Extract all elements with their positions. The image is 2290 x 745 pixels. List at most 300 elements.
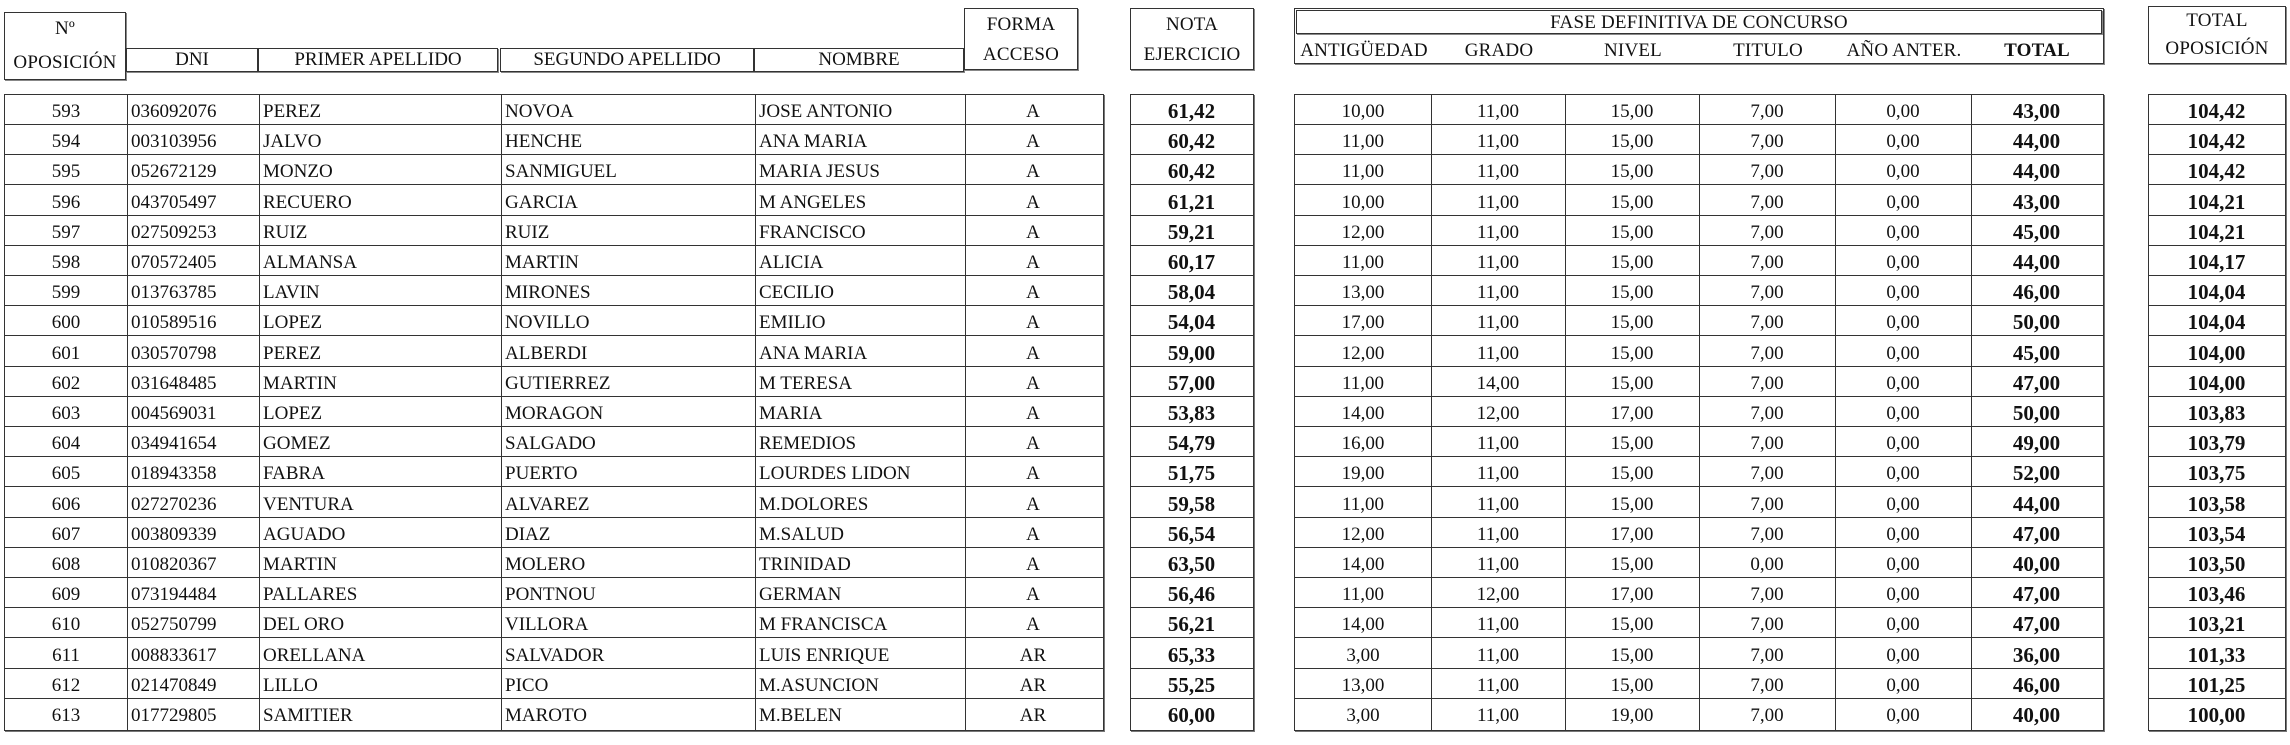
row-total: 47,00: [2012, 612, 2061, 637]
row-primer-apellido: DEL ORO: [263, 614, 345, 636]
table-row: [2149, 639, 2285, 669]
row-ano-anter: 0,00: [1886, 372, 1920, 394]
row-dni: 030570798: [131, 342, 217, 364]
header-titulo: TITULO: [1733, 40, 1803, 61]
table-row: [1131, 488, 1253, 518]
row-nivel: 19,00: [1610, 705, 1654, 726]
row-nivel: 15,00: [1610, 191, 1654, 213]
row-segundo-apellido: PONTNOU: [505, 584, 596, 606]
table-row: [1131, 608, 1253, 638]
row-forma-acceso: A: [1026, 342, 1040, 364]
row-nota: 63,50: [1167, 552, 1216, 576]
table-row: [2149, 246, 2285, 276]
row-antiguedad: 14,00: [1341, 614, 1385, 636]
table-row: [1295, 246, 2103, 276]
row-total-oposicion: 104,42: [2187, 159, 2246, 184]
row-grado: 11,00: [1476, 342, 1520, 364]
row-ano-anter: 0,00: [1886, 644, 1920, 666]
table-row: [2149, 306, 2285, 336]
row-forma-acceso: AR: [1019, 644, 1047, 666]
row-forma-acceso: A: [1026, 372, 1040, 394]
table-row: [1131, 95, 1253, 125]
row-nombre: REMEDIOS: [759, 433, 857, 455]
row-total: 47,00: [2012, 370, 2061, 395]
table-row: [1131, 306, 1253, 336]
row-segundo-apellido: NOVOA: [505, 101, 574, 122]
row-num: 601: [51, 342, 81, 364]
row-primer-apellido: AGUADO: [263, 523, 346, 545]
row-num: 613: [51, 705, 81, 726]
row-forma-acceso: A: [1026, 433, 1040, 455]
table-row: [1295, 608, 2103, 638]
row-total-oposicion: 104,17: [2187, 250, 2246, 274]
row-antiguedad: 11,00: [1341, 493, 1385, 515]
row-nombre: JOSE ANTONIO: [759, 101, 893, 122]
row-antiguedad: 13,00: [1341, 282, 1385, 304]
row-titulo: 7,00: [1750, 614, 1784, 636]
row-grado: 11,00: [1476, 674, 1520, 696]
row-nota: 60,17: [1167, 250, 1216, 274]
table-row: [1295, 457, 2103, 487]
table-row: [5, 548, 1103, 578]
row-ano-anter: 0,00: [1886, 523, 1920, 545]
row-total-oposicion: 103,54: [2187, 521, 2246, 546]
header-total-oposicion: OPOSICIÓN: [2165, 38, 2269, 59]
row-dni: 031648485: [131, 372, 217, 394]
row-antiguedad: 13,00: [1341, 674, 1385, 696]
row-primer-apellido: MONZO: [263, 161, 333, 183]
row-ano-anter: 0,00: [1886, 191, 1920, 213]
row-num: 610: [51, 614, 81, 636]
row-ano-anter: 0,00: [1886, 221, 1920, 243]
total-oposicion-table: [2148, 94, 2286, 731]
row-segundo-apellido: HENCHE: [505, 131, 583, 153]
row-dni: 003809339: [131, 523, 217, 545]
header-grado: GRADO: [1464, 40, 1534, 61]
row-num: 595: [51, 161, 81, 183]
row-segundo-apellido: ALVAREZ: [505, 493, 590, 515]
row-nombre: M.SALUD: [759, 523, 844, 545]
table-row: [1131, 548, 1253, 578]
header-antiguedad: ANTIGÜEDAD: [1300, 40, 1428, 61]
row-nota: 55,25: [1167, 672, 1216, 697]
table-row: [1131, 186, 1253, 216]
row-grado: 11,00: [1476, 282, 1520, 304]
row-titulo: 7,00: [1750, 161, 1784, 183]
row-nota: 59,58: [1167, 491, 1216, 516]
row-dni: 017729805: [131, 705, 217, 726]
header-nombre: NOMBRE: [754, 48, 964, 72]
row-dni: 043705497: [131, 191, 217, 213]
row-grado: 11,00: [1476, 312, 1520, 334]
row-segundo-apellido: NOVILLO: [505, 312, 590, 334]
row-nombre: M.BELEN: [759, 705, 842, 726]
row-titulo: 7,00: [1750, 101, 1784, 122]
row-nota: 54,04: [1167, 310, 1216, 335]
row-forma-acceso: A: [1026, 403, 1040, 424]
row-nota: 60,42: [1167, 129, 1216, 154]
table-row: [5, 669, 1103, 699]
row-segundo-apellido: PICO: [505, 674, 549, 696]
row-nivel: 17,00: [1610, 403, 1654, 424]
row-antiguedad: 3,00: [1346, 644, 1380, 666]
table-row: [2149, 155, 2285, 185]
row-num: 607: [51, 523, 81, 545]
row-grado: 11,00: [1476, 433, 1520, 455]
row-dni: 004569031: [131, 403, 217, 424]
row-segundo-apellido: PUERTO: [505, 463, 578, 485]
row-titulo: 7,00: [1750, 644, 1784, 666]
row-forma-acceso: A: [1026, 614, 1040, 636]
row-segundo-apellido: GUTIERREZ: [505, 372, 611, 394]
row-forma-acceso: A: [1026, 221, 1040, 243]
row-total-oposicion: 101,33: [2187, 642, 2246, 667]
row-ano-anter: 0,00: [1886, 312, 1920, 334]
nota-table: [1130, 94, 1254, 731]
row-grado: 11,00: [1476, 705, 1520, 726]
row-ano-anter: 0,00: [1886, 614, 1920, 636]
row-primer-apellido: ALMANSA: [263, 252, 357, 273]
table-row: [1295, 397, 2103, 427]
row-dni: 010820367: [131, 554, 217, 575]
row-total-oposicion: 103,75: [2187, 461, 2246, 486]
row-nombre: TRINIDAD: [759, 554, 851, 575]
row-grado: 11,00: [1476, 191, 1520, 213]
row-nota: 61,21: [1167, 189, 1216, 214]
row-total: 36,00: [2012, 642, 2061, 667]
table-row: [2149, 427, 2285, 457]
row-antiguedad: 19,00: [1341, 463, 1385, 485]
table-row: [1131, 276, 1253, 306]
table-row: [1131, 518, 1253, 548]
table-row: [5, 518, 1103, 548]
row-num: 609: [51, 584, 81, 606]
row-segundo-apellido: DIAZ: [505, 523, 551, 545]
header-primer-apellido: PRIMER APELLIDO: [258, 48, 498, 72]
row-nivel: 15,00: [1610, 101, 1654, 122]
row-dni: 008833617: [131, 644, 217, 666]
row-forma-acceso: A: [1026, 282, 1040, 304]
row-forma-acceso: A: [1026, 312, 1040, 334]
row-primer-apellido: PEREZ: [263, 101, 322, 122]
row-num: 597: [51, 221, 81, 243]
row-forma-acceso: A: [1026, 161, 1040, 183]
row-titulo: 7,00: [1750, 403, 1784, 424]
row-total-oposicion: 103,58: [2187, 491, 2246, 516]
row-total: 50,00: [2012, 310, 2061, 335]
row-ano-anter: 0,00: [1886, 584, 1920, 606]
header-n-label: Nº: [54, 18, 75, 39]
table-row: [1131, 397, 1253, 427]
row-titulo: 0,00: [1750, 554, 1784, 575]
table-row: [2149, 186, 2285, 216]
row-total: 44,00: [2012, 491, 2061, 516]
row-segundo-apellido: MAROTO: [505, 705, 587, 726]
row-nivel: 15,00: [1610, 674, 1654, 696]
row-nivel: 15,00: [1610, 221, 1654, 243]
row-total-oposicion: 103,79: [2187, 431, 2246, 456]
row-titulo: 7,00: [1750, 282, 1784, 304]
row-nombre: ALICIA: [759, 252, 824, 273]
row-num: 611: [52, 644, 80, 666]
row-total-oposicion: 104,21: [2187, 189, 2246, 214]
row-dni: 010589516: [131, 312, 217, 334]
table-row: [1295, 669, 2103, 699]
row-antiguedad: 11,00: [1341, 252, 1385, 273]
row-forma-acceso: A: [1026, 554, 1040, 575]
table-row: [2149, 125, 2285, 155]
row-grado: 11,00: [1476, 101, 1520, 122]
row-nombre: M FRANCISCA: [759, 614, 888, 636]
row-primer-apellido: FABRA: [263, 463, 325, 485]
row-nombre: M ANGELES: [759, 191, 867, 213]
header-ano-anter: AÑO ANTER.: [1846, 40, 1962, 61]
table-row: [5, 367, 1103, 397]
row-num: 603: [51, 403, 81, 424]
row-segundo-apellido: MIRONES: [505, 282, 591, 304]
row-dni: 052672129: [131, 161, 217, 183]
row-titulo: 7,00: [1750, 252, 1784, 273]
row-num: 606: [51, 493, 81, 515]
row-num: 593: [51, 101, 81, 122]
table-row: [1295, 548, 2103, 578]
row-grado: 11,00: [1476, 523, 1520, 545]
table-row: [1131, 125, 1253, 155]
table-row: [5, 186, 1103, 216]
row-forma-acceso: A: [1026, 252, 1040, 273]
row-num: 594: [51, 131, 81, 153]
row-nombre: MARIA: [759, 403, 823, 424]
row-nivel: 15,00: [1610, 282, 1654, 304]
row-total: 45,00: [2012, 340, 2061, 365]
row-dni: 052750799: [131, 614, 217, 636]
row-titulo: 7,00: [1750, 674, 1784, 696]
row-nombre: LUIS ENRIQUE: [759, 644, 890, 666]
header-oposicion-label: OPOSICIÓN: [13, 52, 117, 73]
row-nivel: 15,00: [1610, 644, 1654, 666]
row-titulo: 7,00: [1750, 463, 1784, 485]
row-titulo: 7,00: [1750, 342, 1784, 364]
row-nombre: FRANCISCO: [759, 221, 866, 243]
row-dni: 027270236: [131, 493, 217, 515]
row-total-oposicion: 103,21: [2187, 612, 2246, 637]
row-total: 47,00: [2012, 521, 2061, 546]
table-row: [2149, 276, 2285, 306]
row-nota: 53,83: [1167, 401, 1216, 425]
row-nombre: CECILIO: [759, 282, 834, 304]
table-row: [5, 337, 1103, 367]
table-row: [5, 639, 1103, 669]
table-row: [2149, 699, 2285, 729]
row-total-oposicion: 104,00: [2187, 370, 2246, 395]
row-nota: 58,04: [1167, 280, 1216, 305]
row-total: 43,00: [2012, 99, 2061, 123]
table-row: [1131, 578, 1253, 608]
row-ano-anter: 0,00: [1886, 101, 1920, 122]
row-num: 596: [51, 191, 81, 213]
row-segundo-apellido: MARTIN: [505, 252, 579, 273]
row-primer-apellido: SAMITIER: [263, 705, 353, 726]
header-dni: DNI: [126, 48, 258, 72]
table-row: [5, 488, 1103, 518]
row-total: 44,00: [2012, 129, 2061, 154]
row-grado: 11,00: [1476, 221, 1520, 243]
row-primer-apellido: MARTIN: [263, 554, 337, 575]
table-row: [1295, 367, 2103, 397]
row-num: 605: [51, 463, 81, 485]
row-primer-apellido: LILLO: [263, 674, 318, 696]
fase-table: [1294, 94, 2104, 731]
table-row: [1295, 95, 2103, 125]
row-ano-anter: 0,00: [1886, 674, 1920, 696]
row-antiguedad: 11,00: [1341, 131, 1385, 153]
table-row: [2149, 488, 2285, 518]
row-total-oposicion: 100,00: [2187, 703, 2246, 727]
table-row: [5, 397, 1103, 427]
row-titulo: 7,00: [1750, 705, 1784, 726]
row-total: 44,00: [2012, 250, 2061, 274]
row-ano-anter: 0,00: [1886, 161, 1920, 183]
row-nombre: MARIA JESUS: [759, 161, 880, 183]
table-row: [1295, 639, 2103, 669]
row-titulo: 7,00: [1750, 372, 1784, 394]
header-segundo-apellido: SEGUNDO APELLIDO: [500, 48, 754, 72]
row-nivel: 15,00: [1610, 433, 1654, 455]
row-nombre: GERMAN: [759, 584, 842, 606]
row-antiguedad: 11,00: [1341, 584, 1385, 606]
table-row: [1295, 186, 2103, 216]
row-dni: 003103956: [131, 131, 217, 153]
row-num: 598: [51, 252, 81, 273]
table-row: [1131, 639, 1253, 669]
table-row: [1295, 125, 2103, 155]
row-total: 44,00: [2012, 159, 2061, 184]
table-row: [5, 246, 1103, 276]
row-segundo-apellido: ALBERDI: [505, 342, 588, 364]
row-total-oposicion: 104,04: [2187, 280, 2246, 305]
table-row: [2149, 397, 2285, 427]
table-row: [1295, 306, 2103, 336]
row-nota: 56,46: [1167, 582, 1216, 607]
row-num: 604: [51, 433, 81, 455]
table-row: [5, 608, 1103, 638]
table-row: [2149, 457, 2285, 487]
table-row: [1295, 216, 2103, 246]
row-forma-acceso: A: [1026, 584, 1040, 606]
table-row: [5, 276, 1103, 306]
row-antiguedad: 10,00: [1341, 191, 1385, 213]
header-total-top: TOTAL: [2186, 10, 2248, 31]
row-num: 600: [51, 312, 81, 334]
row-nivel: 15,00: [1610, 372, 1654, 394]
row-antiguedad: 12,00: [1341, 221, 1385, 243]
row-nota: 60,00: [1167, 703, 1216, 727]
row-num: 602: [51, 372, 81, 394]
row-antiguedad: 10,00: [1341, 101, 1385, 122]
row-forma-acceso: A: [1026, 493, 1040, 515]
row-total-oposicion: 103,46: [2187, 582, 2246, 607]
row-ano-anter: 0,00: [1886, 705, 1920, 726]
row-total-oposicion: 103,83: [2187, 401, 2246, 425]
row-ano-anter: 0,00: [1886, 554, 1920, 575]
row-nota: 51,75: [1167, 461, 1216, 486]
row-primer-apellido: RUIZ: [263, 221, 308, 243]
table-row: [1131, 246, 1253, 276]
row-antiguedad: 12,00: [1341, 342, 1385, 364]
table-row: [1295, 427, 2103, 457]
row-nota: 60,42: [1167, 159, 1216, 184]
row-primer-apellido: PALLARES: [263, 584, 358, 606]
row-nombre: EMILIO: [759, 312, 826, 334]
row-grado: 11,00: [1476, 252, 1520, 273]
row-forma-acceso: A: [1026, 523, 1040, 545]
table-row: [1131, 216, 1253, 246]
table-row: [5, 457, 1103, 487]
table-row: [1131, 427, 1253, 457]
row-total-oposicion: 104,21: [2187, 219, 2246, 244]
table-row: [1295, 155, 2103, 185]
row-total: 40,00: [2012, 552, 2061, 576]
row-total: 40,00: [2012, 703, 2061, 727]
row-forma-acceso: AR: [1019, 674, 1047, 696]
row-nombre: M.ASUNCION: [759, 674, 879, 696]
row-grado: 12,00: [1476, 403, 1520, 424]
row-dni: 034941654: [131, 433, 217, 455]
table-row: [1131, 155, 1253, 185]
row-grado: 11,00: [1476, 161, 1520, 183]
row-forma-acceso: A: [1026, 131, 1040, 153]
row-nombre: LOURDES LIDON: [759, 463, 911, 485]
row-segundo-apellido: MORAGON: [505, 403, 604, 424]
row-total-oposicion: 104,00: [2187, 340, 2246, 365]
row-nivel: 15,00: [1610, 161, 1654, 183]
table-row: [1295, 518, 2103, 548]
row-dni: 036092076: [131, 101, 217, 122]
row-nota: 56,54: [1167, 521, 1216, 546]
row-nota: 59,21: [1167, 219, 1216, 244]
row-nombre: M TERESA: [759, 372, 853, 394]
row-antiguedad: 11,00: [1341, 372, 1385, 394]
row-nivel: 15,00: [1610, 252, 1654, 273]
header-forma: FORMA: [986, 14, 1056, 35]
row-forma-acceso: A: [1026, 463, 1040, 485]
row-total: 43,00: [2012, 189, 2061, 214]
row-grado: 11,00: [1476, 131, 1520, 153]
row-nivel: 17,00: [1610, 523, 1654, 545]
table-row: [2149, 608, 2285, 638]
table-row: [5, 427, 1103, 457]
row-ano-anter: 0,00: [1886, 463, 1920, 485]
row-titulo: 7,00: [1750, 584, 1784, 606]
row-forma-acceso: A: [1026, 101, 1040, 122]
row-nivel: 15,00: [1610, 614, 1654, 636]
row-nivel: 15,00: [1610, 342, 1654, 364]
row-titulo: 7,00: [1750, 191, 1784, 213]
row-antiguedad: 12,00: [1341, 523, 1385, 545]
row-ano-anter: 0,00: [1886, 131, 1920, 153]
row-nombre: ANA MARIA: [759, 131, 868, 153]
row-primer-apellido: PEREZ: [263, 342, 322, 364]
header-nota: NOTA: [1165, 14, 1219, 35]
row-total-oposicion: 101,25: [2187, 672, 2246, 697]
row-grado: 14,00: [1476, 372, 1520, 394]
row-total: 50,00: [2012, 401, 2061, 425]
row-total-oposicion: 104,04: [2187, 310, 2246, 335]
table-row: [1131, 457, 1253, 487]
row-ano-anter: 0,00: [1886, 252, 1920, 273]
row-nivel: 15,00: [1610, 554, 1654, 575]
table-row: [1295, 488, 2103, 518]
